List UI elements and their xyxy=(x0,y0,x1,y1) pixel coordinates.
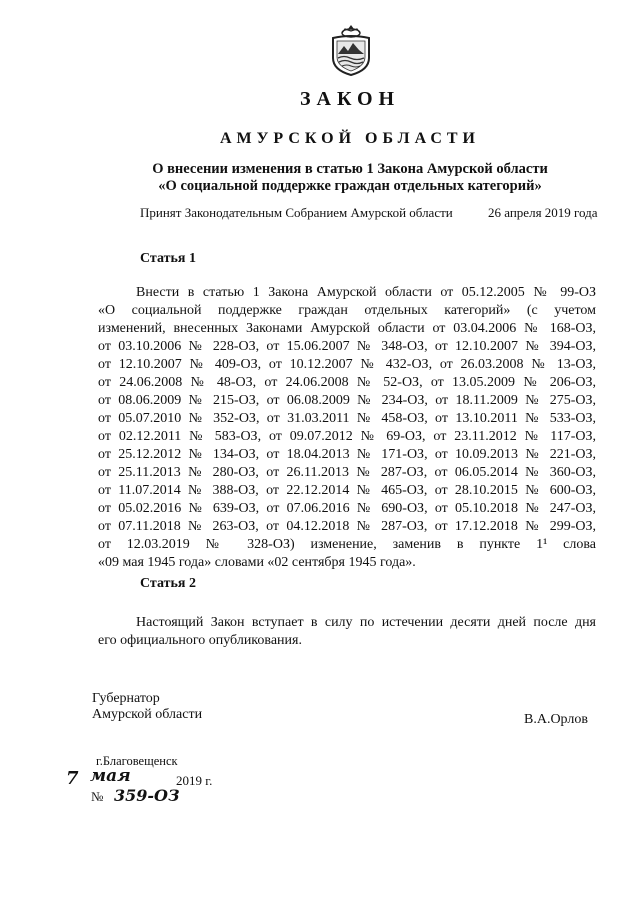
paragraph-line: от 12.03.2019 № 328-ОЗ) изменение, заменив в пункте 1¹ слова xyxy=(98,537,596,552)
adopted-date-text: 26 апреля 2019 года xyxy=(488,205,598,220)
handwritten-month: мая xyxy=(90,766,131,786)
signatory-position-line: Амурской области xyxy=(92,707,203,722)
adopted-by-text: Принят Законодательным Собранием Амурской области xyxy=(140,205,453,220)
paragraph-line: от 05.02.2016 № 639-ОЗ, от 07.06.2016 № 690-ОЗ, от 05.10.2018 № 247-ОЗ, xyxy=(98,501,596,516)
subtitle-line: «О социальной поддержке граждан отдельных категорий» xyxy=(158,178,542,194)
paragraph-line: его официального опубликования. xyxy=(98,633,302,648)
paragraph-line: от 25.11.2013 № 280-ОЗ, от 26.11.2013 № 287-ОЗ, от 06.05.2014 № 360-ОЗ, xyxy=(98,465,596,480)
article-1-body xyxy=(98,284,596,572)
paragraph-line: от 07.11.2018 № 263-ОЗ, от 04.12.2018 № 287-ОЗ, от 17.12.2018 № 299-ОЗ, xyxy=(98,519,596,534)
paragraph-line: от 08.06.2009 № 215-ОЗ, от 06.08.2009 № 234-ОЗ, от 18.11.2009 № 275-ОЗ, xyxy=(98,393,596,408)
article-2-title: Статья 2 xyxy=(140,576,196,591)
paragraph-line: от 03.10.2006 № 228-ОЗ, от 15.06.2007 № 348-ОЗ, от 12.10.2007 № 394-ОЗ, xyxy=(98,339,596,354)
law-subtitle xyxy=(0,161,640,195)
paragraph-line: от 05.07.2010 № 352-ОЗ, от 31.03.2011 № 458-ОЗ, от 13.10.2011 № 533-ОЗ, xyxy=(98,411,596,426)
number-sign: № xyxy=(91,789,104,804)
paragraph-line: от 02.12.2011 № 583-ОЗ, от 09.07.2012 № 69-ОЗ, от 23.11.2012 № 117-ОЗ, xyxy=(98,429,596,444)
coat-of-arms-icon xyxy=(329,24,373,76)
document-type-heading: ЗАКОН xyxy=(299,88,401,110)
paragraph-line: изменений, внесенных Законами Амурской области от 03.04.2006 № 168-ОЗ, xyxy=(98,321,596,336)
signatory-position-line: Губернатор xyxy=(92,691,160,706)
paragraph-line: «09 мая 1945 года» словами «02 сентября 1945 года». xyxy=(98,555,416,570)
handwritten-law-number: 359-ОЗ xyxy=(114,786,180,805)
place-of-signing: г.Благовещенск xyxy=(96,754,178,768)
signatory-position xyxy=(92,691,202,723)
article-2-body xyxy=(98,614,596,650)
signatory-name: В.А.Орлов xyxy=(524,712,588,727)
paragraph-line: Внести в статью 1 Закона Амурской области от 05.12.2005 № 99-ОЗ xyxy=(136,285,596,300)
paragraph-line: от 25.12.2012 № 134-ОЗ, от 18.04.2013 № 171-ОЗ, от 10.09.2013 № 221-ОЗ, xyxy=(98,447,596,462)
signing-year: 2019 г. xyxy=(176,773,213,788)
paragraph-line: от 24.06.2008 № 48-ОЗ, от 24.06.2008 № 52-ОЗ, от 13.05.2009 № 206-ОЗ, xyxy=(98,375,596,390)
paragraph-line: от 12.10.2007 № 409-ОЗ, от 10.12.2007 № 432-ОЗ, от 26.03.2008 № 13-ОЗ, xyxy=(98,357,596,372)
article-1-title: Статья 1 xyxy=(140,251,196,266)
paragraph-line: «О социальной поддержке граждан отдельных категорий» (с учетом xyxy=(98,303,596,318)
handwritten-day: 7 xyxy=(66,768,79,789)
region-heading: АМУРСКОЙ ОБЛАСТИ xyxy=(220,130,480,147)
paragraph-line: от 11.07.2014 № 388-ОЗ, от 22.12.2014 № 465-ОЗ, от 28.10.2015 № 600-ОЗ, xyxy=(98,483,596,498)
subtitle-line: О внесении изменения в статью 1 Закона Амурской области xyxy=(152,161,548,177)
paragraph-line: Настоящий Закон вступает в силу по истечении десяти дней после дня xyxy=(136,615,596,630)
